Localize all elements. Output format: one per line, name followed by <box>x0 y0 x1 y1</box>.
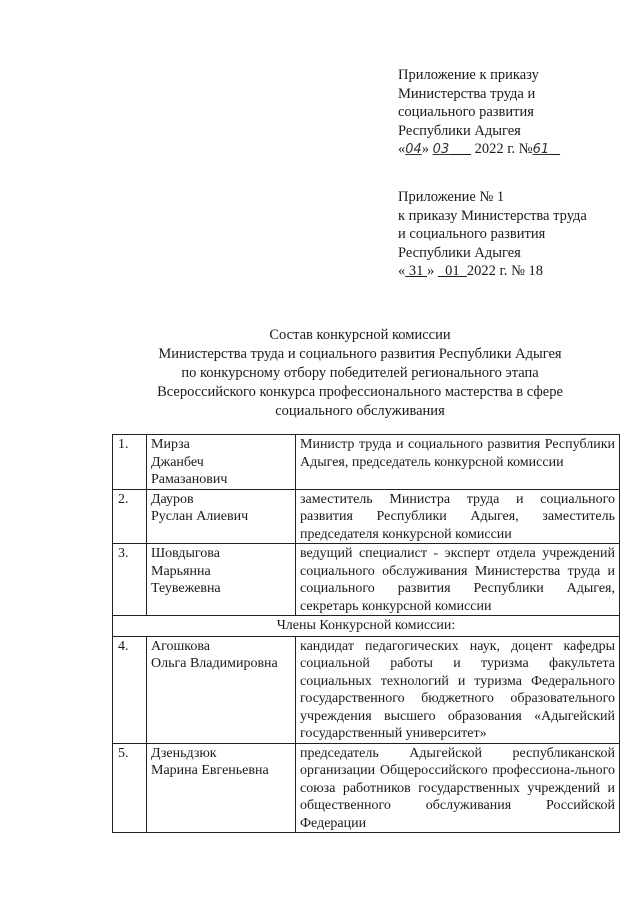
appendix-original-header <box>398 188 587 281</box>
table-row <box>113 743 620 833</box>
member-name: Мирза Джанбеч Рамазанович <box>147 435 296 490</box>
document-title <box>100 326 620 421</box>
original-day: 31 <box>408 263 424 279</box>
appendix-original-line: к приказу Министерства труда <box>398 207 587 224</box>
appendix-original-year: 2022 г. <box>466 263 508 279</box>
member-name: Дзеньдзюк Марина Евгеньевна <box>147 743 296 833</box>
appendix-original-date: « 31 » 01 2022 г. № 18 <box>398 263 544 279</box>
original-month: 01 <box>445 263 460 279</box>
member-name: Агошкова Ольга Владимировна <box>147 636 296 743</box>
row-number: 1. <box>113 435 147 490</box>
member-role: председатель Адыгейской республиканской организации Общероссийского профессиона-льного союза работников государственных учреждений и общественного обслуживания Российской Федерации <box>296 743 620 833</box>
row-number: 2. <box>113 489 147 544</box>
table-row <box>113 435 620 490</box>
title-line: социального обслуживания <box>275 403 445 419</box>
handwritten-number: 61 <box>532 142 550 157</box>
member-role: заместитель Министра труда и социального развития Республики Адыгея, заместитель председателя конкурсной комиссии <box>296 489 620 544</box>
appendix-current-line: социального развития <box>398 104 534 120</box>
handwritten-day: 04 <box>405 142 422 157</box>
appendix-current-line: Министерства труда и <box>398 85 536 102</box>
appendix-original-line: Приложение № 1 <box>398 189 505 205</box>
row-number: 5. <box>113 743 147 833</box>
title-line: Министерства труда и социального развития Республики Адыгея <box>158 346 562 362</box>
row-number: 3. <box>113 544 147 616</box>
appendix-current-line: Республики Адыгея <box>398 122 521 139</box>
member-role: ведущий специалист - эксперт отдела учреждений социального обслуживания Министерства труда и социального развития Республики Адыгея, секретарь конкурсной комиссии <box>296 544 620 616</box>
section-label: Члены Конкурсной комиссии: <box>113 616 620 637</box>
commission-table <box>112 434 620 833</box>
appendix-current-header <box>398 66 560 160</box>
table-row <box>113 636 620 743</box>
original-number: № 18 <box>511 263 544 279</box>
member-role: кандидат педагогических наук, доцент кафедры социальной работы и туризма факультета социальных технологий и туризма Федерального государственного бюджетного образовательного учреждения высшего образования «Адыгейский государственный университет» <box>296 636 620 743</box>
title-line: по конкурсному отбору победителей регионального этапа <box>181 365 539 381</box>
appendix-current-date: «04» 03 2022 г. №61 <box>398 141 550 157</box>
title-line: Состав конкурсной комиссии <box>269 327 451 343</box>
handwritten-month: 03 <box>432 142 450 157</box>
number-prefix: № <box>518 141 533 157</box>
member-role: Министр труда и социального развития Республики Адыгея, председатель конкурсной комиссии <box>296 435 620 490</box>
appendix-current-line: Приложение к приказу <box>398 67 539 83</box>
table-row <box>113 544 620 616</box>
appendix-original-line: и социального развития <box>398 226 546 242</box>
table-row <box>113 489 620 544</box>
appendix-original-line: Республики Адыгея <box>398 244 521 261</box>
appendix-current-year: 2022 г. <box>474 141 516 157</box>
member-name: Шовдыгова Марьянна Теувежевна <box>147 544 296 616</box>
member-name: Дауров Руслан Алиевич <box>147 489 296 544</box>
title-line: Всероссийского конкурса профессионального мастерства в сфере <box>157 384 563 400</box>
row-number: 4. <box>113 636 147 743</box>
section-row <box>113 616 620 637</box>
